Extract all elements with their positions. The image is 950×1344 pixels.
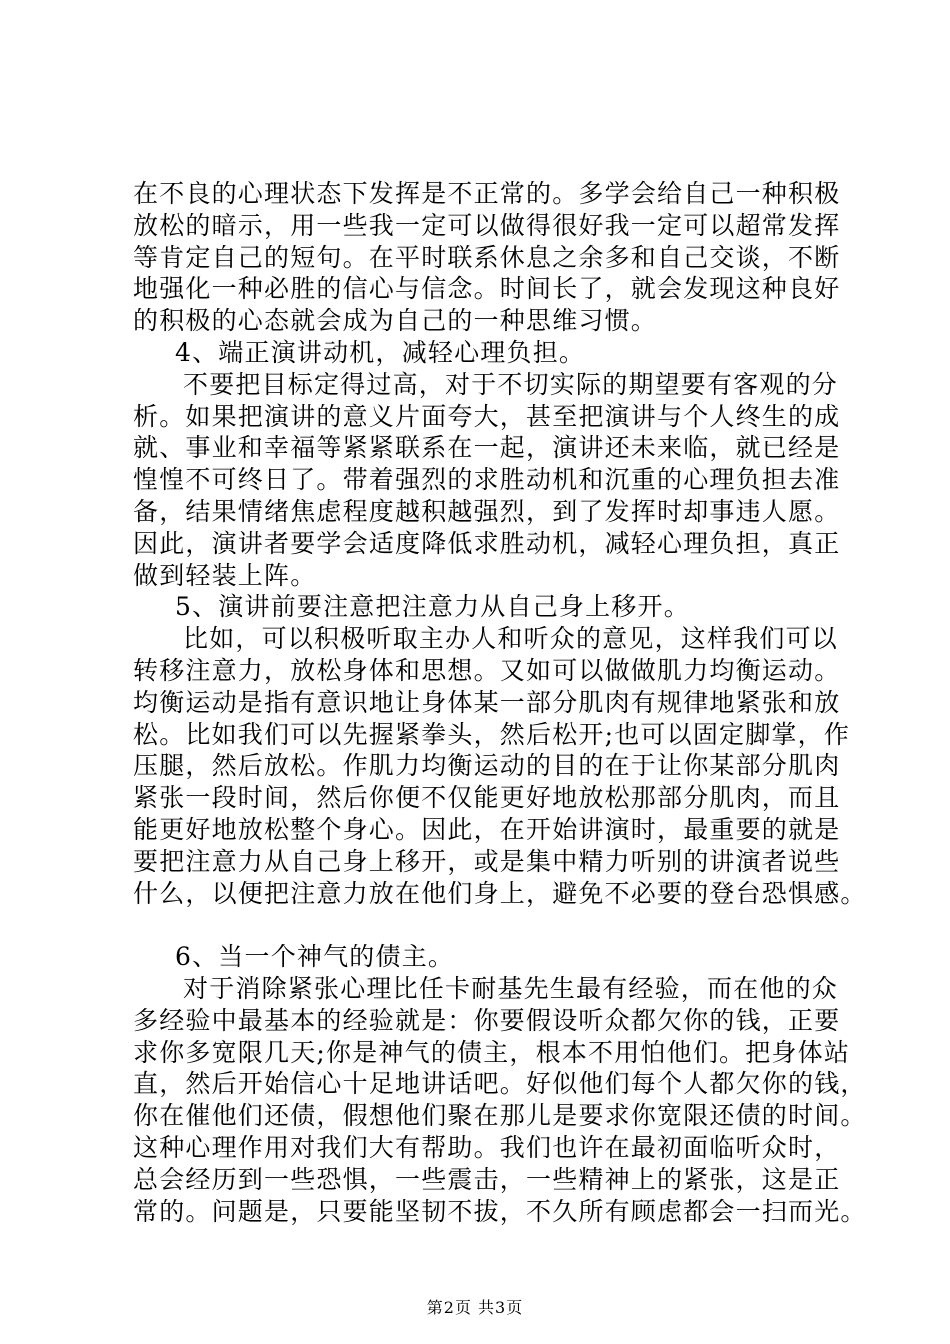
section-heading-6: 6、当一个神气的债主。 <box>175 942 455 972</box>
document-body <box>133 178 867 1227</box>
text-line: 多经验中最基本的经验就是：你要假设听众都欠你的钱，正要 <box>133 1005 841 1035</box>
text-line: 就、事业和幸福等紧紧联系在一起，演讲还未来临，就已经是 <box>133 433 841 463</box>
text-line: 在不良的心理状态下发挥是不正常的。多学会给自己一种积极 <box>133 179 841 208</box>
text-line: 转移注意力，放松身体和思想。又如可以做做肌力均衡运动。 <box>133 655 841 685</box>
text-line: 等肯定自己的短句。在平时联系休息之余多和自己交谈，不断 <box>133 242 841 272</box>
text-line: 什么，以便把注意力放在他们身上，避免不必要的登台恐惧感。 <box>133 878 867 908</box>
text-line: 能更好地放松整个身心。因此，在开始讲演时，最重要的就是 <box>133 814 841 844</box>
text-line: 做到轻装上阵。 <box>133 560 317 590</box>
text-line: 比如，可以积极听取主办人和听众的意见，这样我们可以 <box>183 624 839 654</box>
text-line: 常的。问题是，只要能坚韧不拔，不久所有顾虑都会一扫而光。 <box>133 1196 867 1226</box>
section-heading-5: 5、演讲前要注意把注意力从自己身上移开。 <box>175 592 690 622</box>
text-line: 的积极的心态就会成为自己的一种思维习惯。 <box>133 306 658 336</box>
text-line: 地强化一种必胜的信心与信念。时间长了，就会发现这种良好 <box>133 274 841 304</box>
text-line: 对于消除紧张心理比任卡耐基先生最有经验，而在他的众 <box>183 973 839 1003</box>
text-line: 这种心理作用对我们大有帮助。我们也许在最初面临听众时， <box>133 1132 841 1162</box>
text-line: 要把注意力从自己身上移开，或是集中精力听别的讲演者说些 <box>133 846 841 876</box>
text-line: 总会经历到一些恐惧，一些震击，一些精神上的紧张，这是正 <box>133 1164 841 1194</box>
text-line: 析。如果把演讲的意义片面夸大，甚至把演讲与个人终生的成 <box>133 401 841 431</box>
text-line: 紧张一段时间，然后你便不仅能更好地放松那部分肌肉，而且 <box>133 783 841 813</box>
text-line: 不要把目标定得过高，对于不切实际的期望要有客观的分 <box>183 369 839 399</box>
text-line: 放松的暗示，用一些我一定可以做得很好我一定可以超常发挥 <box>133 210 841 240</box>
text-line: 直，然后开始信心十足地讲话吧。好似他们每个人都欠你的钱， <box>133 1069 867 1099</box>
paragraph-gap <box>133 909 843 941</box>
text-line: 压腿，然后放松。作肌力均衡运动的目的在于让你某部分肌肉 <box>133 751 841 781</box>
text-line: 你在催他们还债，假想他们聚在那儿是要求你宽限还债的时间。 <box>133 1101 867 1131</box>
text-line: 求你多宽限几天;你是神气的债主，根本不用怕他们。把身体站 <box>133 1037 851 1067</box>
text-line: 备，结果情绪焦虑程度越积越强烈，到了发挥时却事违人愿。 <box>133 496 841 526</box>
page-number-footer: 第2页 共3页 <box>426 1298 524 1317</box>
text-line: 松。比如我们可以先握紧拳头，然后松开;也可以固定脚掌，作 <box>133 719 851 749</box>
text-line: 惶惶不可终日了。带着强烈的求胜动机和沉重的心理负担去准 <box>133 465 841 495</box>
section-heading-4: 4、端正演讲动机，减轻心理负担。 <box>175 337 586 367</box>
text-line: 均衡运动是指有意识地让身体某一部分肌肉有规律地紧张和放 <box>133 687 841 717</box>
text-line: 因此，演讲者要学会适度降低求胜动机，减轻心理负担，真正 <box>133 528 841 558</box>
